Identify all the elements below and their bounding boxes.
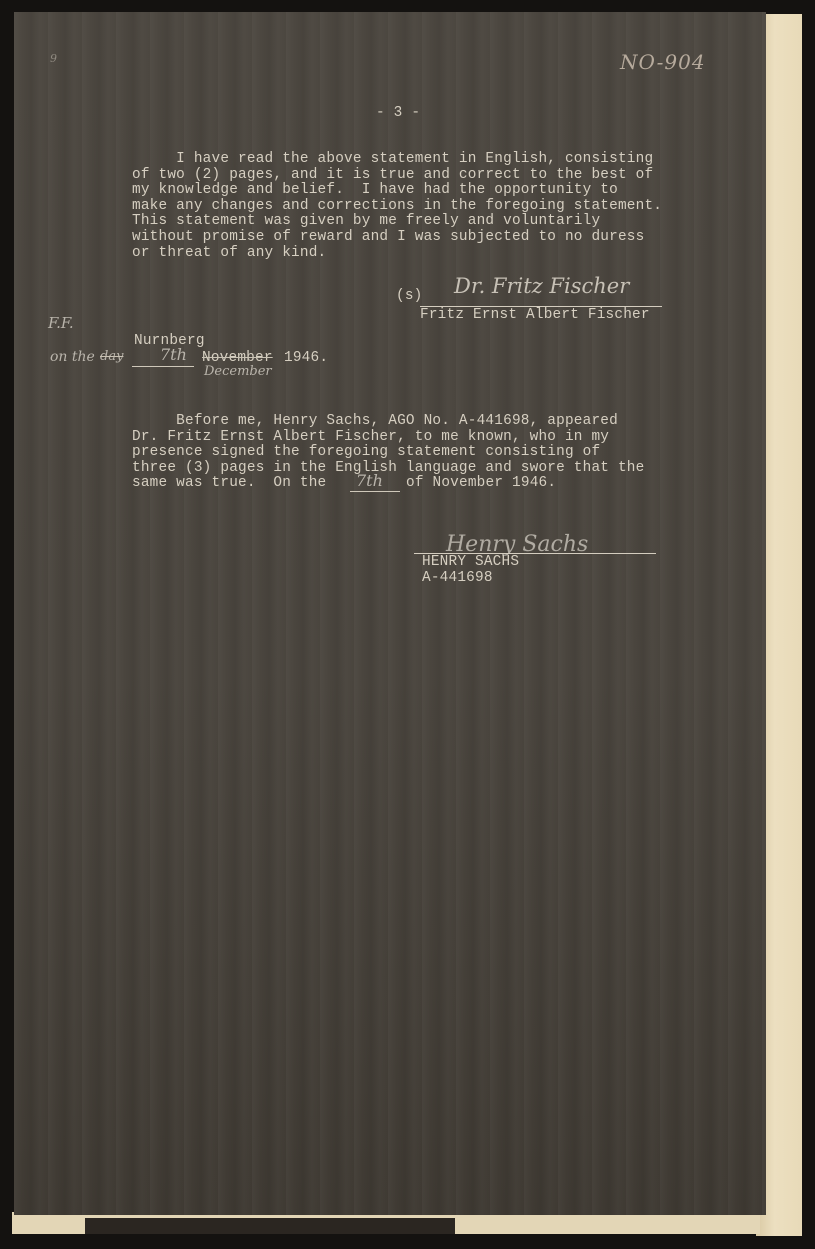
statement-line: my knowledge and belief. I have had the opportunity to [132,182,618,199]
typed-signer-name: Fritz Ernst Albert Fischer [420,307,650,323]
sachs-signature: Henry Sachs [446,532,589,557]
date-day: 7th [160,345,187,364]
oath-line: same was true. On the [132,475,327,492]
corner-mark: 9 [50,52,57,65]
statement-line: This statement was given by me freely and voluntarily [132,213,601,230]
signature-prefix: (s) [396,288,423,304]
statement-line: without promise of reward and I was subjected to no duress [132,229,645,245]
oath-line: Dr. Fritz Ernst Albert Fischer, to me known, who in my [132,428,610,445]
oath-date-rest: of November 1946. [406,475,557,491]
oath-day: 7th [356,471,383,490]
day-underline [132,366,194,367]
statement-line: I have read the above statement in English, consisting [132,151,654,167]
officer-number: A-441698 [422,570,493,586]
statement-line: or threat of any kind. [132,244,327,261]
date-month: December [204,364,272,379]
struck-month: November [202,350,273,366]
oath-line: Before me, Henry Sachs, AGO No. A-441698, appeared [132,413,618,429]
document-page [14,12,766,1215]
oath-day-underline [350,491,400,492]
oath-line: presence signed the foregoing statement consisting of [132,444,601,461]
bottom-dark-band [85,1218,455,1234]
page-number: - 3 - [376,105,421,121]
officer-name: HENRY SACHS [422,554,520,570]
date-year: 1946. [284,350,329,366]
statement-line: make any changes and corrections in the foregoing statement. [132,197,663,214]
fischer-signature: Dr. Fritz Fischer [454,274,630,298]
statement-line: of two (2) pages, and it is true and correct to the best of [132,166,654,183]
archive-mark: NO-904 [620,50,706,74]
initials: F.F. [48,314,74,332]
date-prefix: on the [50,349,95,365]
struck-day: day [100,349,124,364]
oath-line: three (3) pages in the English language and swore that the [132,459,645,476]
date-location: Nurnberg [134,333,205,349]
